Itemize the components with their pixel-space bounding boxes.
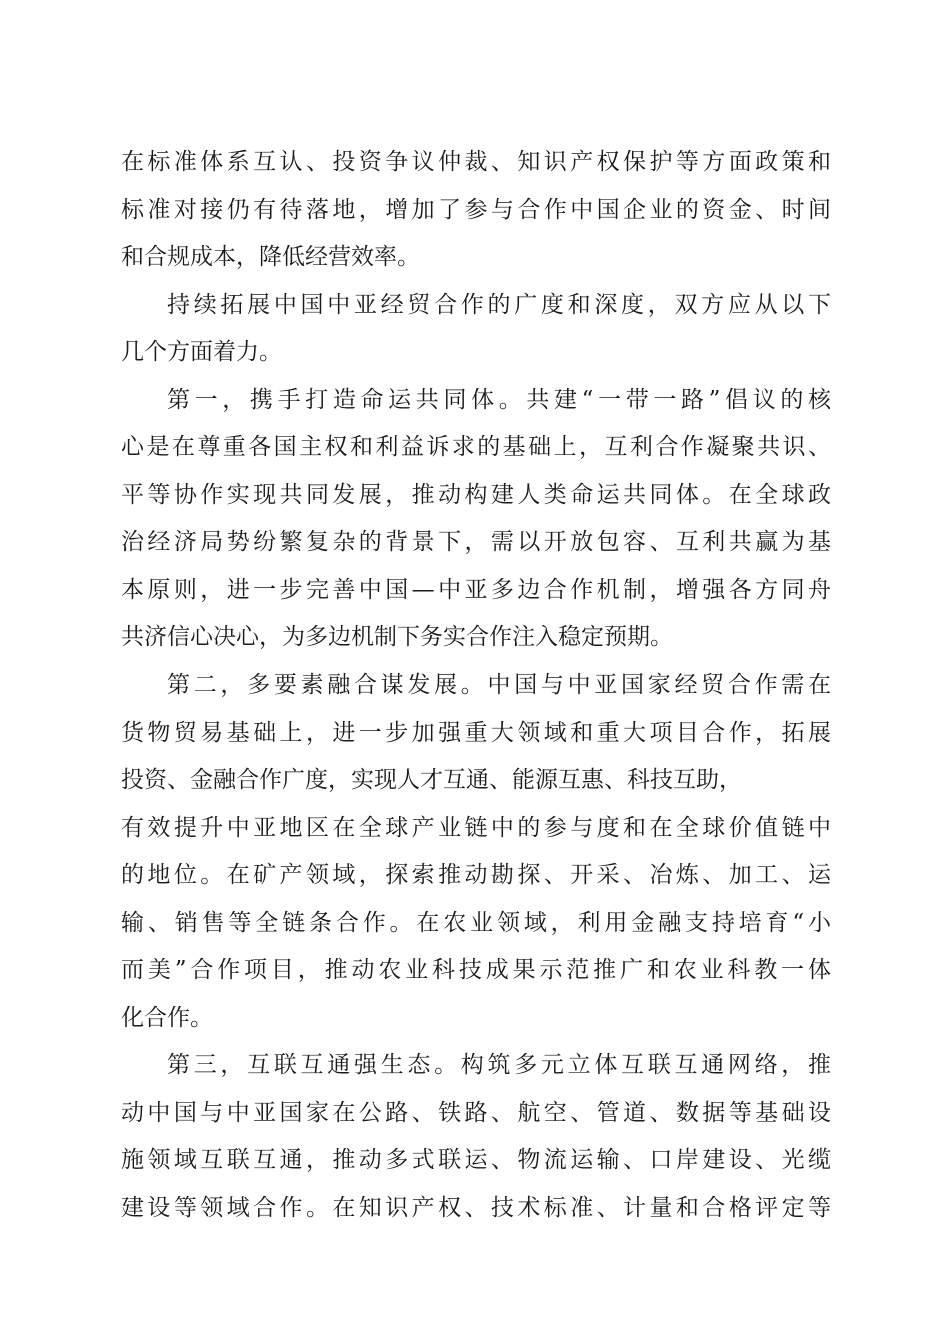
text-line: 而美”合作项目，推动农业科技成果示范推广和农业科教一体 bbox=[121, 957, 831, 984]
text-line: 共济信心决心，为多边机制下务实合作注入稳定预期。 bbox=[121, 624, 673, 651]
text-line: 输、销售等全链条合作。在农业领域，利用金融支持培育“小 bbox=[121, 909, 831, 936]
paragraph-first-line: 持续拓展中国中亚经贸合作的广度和深度，双方应从以下 bbox=[167, 291, 831, 318]
text-line: 标准对接仍有待落地，增加了参与合作中国企业的资金、时间 bbox=[121, 196, 831, 223]
text-line: 的地位。在矿产领域，探索推动勘探、开采、冶炼、加工、运 bbox=[121, 862, 831, 889]
body-text bbox=[121, 139, 831, 1233]
text-line: 建设等领域合作。在知识产权、技术标准、计量和合格评定等 bbox=[121, 1195, 831, 1222]
text-line: 化合作。 bbox=[121, 1004, 213, 1031]
text-line: 在标准体系互认、投资争议仲裁、知识产权保护等方面政策和 bbox=[121, 149, 831, 175]
paragraph-first-line: 第三，互联互通强生态。构筑多元立体互联互通网络，推 bbox=[167, 1052, 831, 1079]
text-line: 和合规成本，降低经营效率。 bbox=[121, 244, 420, 271]
text-line: 有效提升中亚地区在全球产业链中的参与度和在全球价值链中 bbox=[121, 814, 831, 841]
text-line: 几个方面着力。 bbox=[121, 339, 282, 366]
text-line: 治经济局势纷繁复杂的背景下，需以开放包容、互利共赢为基 bbox=[121, 529, 831, 556]
text-line: 投资、金融合作广度，实现人才互通、能源互惠、科技互助， bbox=[121, 767, 742, 794]
paragraph-first-line: 第一，携手打造命运共同体。共建“一带一路”倡议的核 bbox=[167, 386, 831, 413]
text-line: 货物贸易基础上，进一步加强重大领域和重大项目合作，拓展 bbox=[121, 719, 831, 746]
text-line: 本原则，进一步完善中国—中亚多边合作机制，增强各方同舟 bbox=[121, 576, 831, 603]
text-line: 动中国与中亚国家在公路、铁路、航空、管道、数据等基础设 bbox=[121, 1099, 831, 1126]
text-line: 心是在尊重各国主权和利益诉求的基础上，互利合作凝聚共识、 bbox=[121, 434, 831, 461]
paragraph-first-line: 第二，多要素融合谋发展。中国与中亚国家经贸合作需在 bbox=[167, 672, 831, 699]
text-line: 施领域互联互通，推动多式联运、物流运输、口岸建设、光缆 bbox=[121, 1147, 831, 1174]
text-line: 平等协作实现共同发展，推动构建人类命运共同体。在全球政 bbox=[121, 481, 831, 508]
